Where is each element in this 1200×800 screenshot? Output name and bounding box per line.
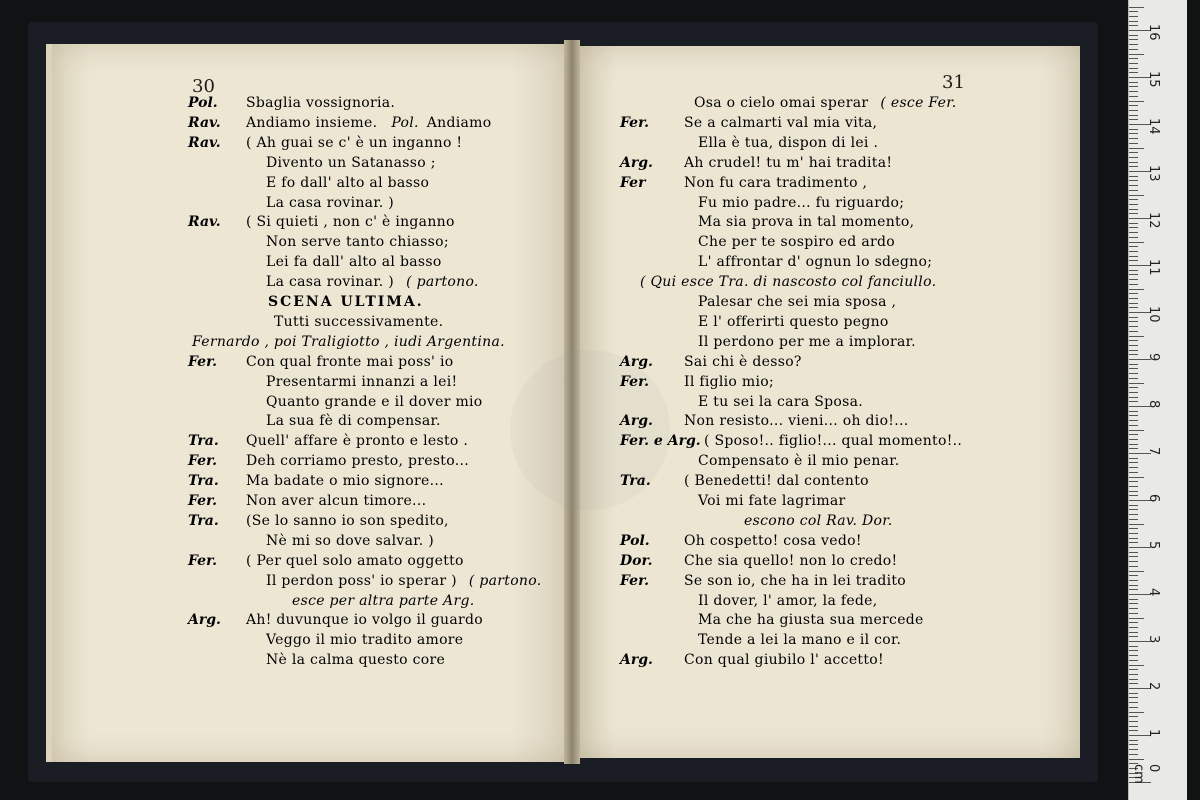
ruler-tick — [1129, 665, 1144, 666]
verse-line: E fo dall' alto al basso — [266, 174, 430, 191]
ruler-number: 4 — [1146, 588, 1161, 597]
ruler-tick — [1129, 528, 1138, 529]
speaker-label: Fer. — [620, 373, 650, 390]
ruler-tick — [1129, 331, 1138, 332]
ruler-tick — [1129, 552, 1138, 553]
ruler-tick — [1129, 556, 1138, 557]
ruler-tick — [1129, 730, 1138, 731]
ruler-tick — [1129, 589, 1138, 590]
ruler-tick — [1129, 749, 1138, 750]
ruler-tick — [1129, 533, 1138, 534]
speaker-label: Fer. — [188, 552, 218, 569]
speaker-label: Fer. — [620, 114, 650, 131]
verse-line: La sua fè di compensar. — [266, 413, 441, 430]
speaker-label: Fer — [620, 174, 646, 191]
ruler-tick — [1129, 340, 1138, 341]
ruler-tick — [1129, 383, 1144, 384]
ruler-tick — [1129, 392, 1138, 393]
verse-line: Osa o cielo omai sperar ( esce Fer. — [694, 95, 957, 111]
ruler-tick — [1129, 674, 1138, 675]
speaker-label: Tra. — [620, 473, 651, 490]
verse-line: Sai chi è desso? — [684, 353, 802, 370]
ruler-tick — [1129, 679, 1138, 680]
ruler-tick — [1129, 105, 1138, 106]
ruler-tick — [1129, 58, 1138, 59]
stage-direction: ( partono. — [406, 274, 479, 291]
ruler-tick — [1129, 279, 1138, 280]
ruler-tick — [1129, 697, 1138, 698]
speaker-label: Arg. — [188, 612, 221, 629]
ruler-number: 8 — [1146, 400, 1161, 409]
ruler-tick — [1129, 603, 1138, 604]
verse-line: ( Qui esce Tra. di nascosto col fanciullo. — [640, 274, 937, 291]
verse-line: Tutti successivamente. — [274, 313, 444, 330]
ruler-tick — [1129, 618, 1144, 619]
verse-line: Che per te sospiro ed ardo — [698, 234, 895, 251]
ruler-tick — [1129, 505, 1138, 506]
verse-line: Ah crudel! tu m' hai tradita! — [684, 154, 893, 171]
ruler-tick — [1129, 227, 1138, 228]
ruler-tick — [1129, 152, 1138, 153]
verse-line: Nè mi so dove salvar. ) — [266, 532, 434, 549]
ruler-tick — [1129, 599, 1138, 600]
ruler-tick — [1129, 486, 1138, 487]
ruler-tick — [1129, 580, 1138, 581]
speaker-label: Rav. — [188, 114, 221, 131]
ruler-tick — [1129, 345, 1138, 346]
verse-line: Non aver alcun timore... — [246, 493, 427, 509]
ruler-tick — [1129, 110, 1138, 111]
verse-line: Il figlio mio; — [684, 373, 775, 390]
ruler-tick — [1129, 166, 1138, 167]
ruler-tick — [1129, 364, 1138, 365]
speaker-label: Fer. — [188, 453, 218, 470]
ruler-tick — [1129, 740, 1138, 741]
verse-line: Che sia quello! non lo credo! — [684, 552, 898, 569]
ruler-tick — [1129, 16, 1138, 17]
verse-line: Il perdono per me a implorar. — [698, 333, 916, 350]
ruler-tick — [1129, 439, 1138, 440]
speaker-label: Tra. — [188, 473, 219, 490]
verse-line: Divento un Satanasso ; — [266, 154, 436, 171]
ruler-tick — [1129, 411, 1138, 412]
ruler-number: 9 — [1146, 353, 1161, 362]
verse-line: Deh corriamo presto, presto... — [246, 453, 469, 470]
ruler-tick — [1129, 430, 1144, 431]
verse-line: Presentarmi innanzi a lei! — [266, 373, 458, 390]
ruler-number: 12 — [1146, 212, 1161, 229]
verse-line: Se son io, che ha in lei tradito — [684, 572, 907, 589]
speaker-label: Arg. — [620, 413, 653, 430]
verse-line: ( Ah guai se c' è un inganno ! — [246, 134, 463, 151]
verse-line: Se a calmarti val mia vita, — [684, 114, 878, 131]
verse-line: Veggo il mio tradito amore — [266, 632, 464, 649]
ruler-number: 11 — [1146, 259, 1161, 276]
ruler-tick — [1129, 462, 1138, 463]
ruler-tick — [1129, 213, 1138, 214]
ruler-tick — [1129, 378, 1138, 379]
measurement-ruler — [1128, 0, 1187, 800]
ruler-tick — [1129, 180, 1138, 181]
ruler-tick — [1129, 223, 1138, 224]
ruler-tick — [1129, 185, 1138, 186]
ruler-unit-label: 0 cm — [1131, 764, 1161, 784]
ruler-tick — [1129, 72, 1138, 73]
speaker-label: Fer. — [620, 572, 650, 589]
ruler-tick — [1129, 298, 1138, 299]
verse-line: Con qual fronte mai poss' io — [246, 353, 454, 370]
ruler-tick — [1129, 326, 1138, 327]
speaker-label: Arg. — [620, 353, 653, 370]
ruler-tick — [1129, 401, 1138, 402]
ruler-tick — [1129, 317, 1138, 318]
ruler-tick — [1129, 119, 1138, 120]
ruler-tick — [1129, 434, 1138, 435]
ruler-tick — [1129, 754, 1138, 755]
ruler-tick — [1129, 96, 1138, 97]
ruler-number: 6 — [1146, 494, 1161, 503]
ruler-tick — [1129, 44, 1138, 45]
verse-line: Fu mio padre... fu riguardo; — [698, 194, 905, 211]
ruler-tick — [1129, 162, 1138, 163]
verse-line: Ella è tua, dispon di lei . — [698, 134, 879, 151]
ruler-tick — [1129, 336, 1144, 337]
ruler-tick — [1129, 514, 1138, 515]
ruler-tick — [1129, 284, 1138, 285]
ruler-tick — [1129, 721, 1138, 722]
ruler-tick — [1129, 350, 1138, 351]
ruler-tick — [1129, 585, 1138, 586]
verse-line: esce per altra parte Arg. — [292, 592, 475, 609]
verse-line: Nè la calma questo core — [266, 652, 446, 669]
ruler-tick — [1129, 477, 1144, 478]
ruler-tick — [1129, 237, 1138, 238]
verse-line: Quanto grande e il dover mio — [266, 393, 483, 410]
ruler-tick — [1129, 35, 1138, 36]
ruler-tick — [1129, 415, 1138, 416]
ruler-tick — [1129, 744, 1138, 745]
ruler-tick — [1129, 425, 1138, 426]
ruler-number: 5 — [1146, 541, 1161, 550]
stage-direction: ( esce Fer. — [880, 95, 957, 111]
ruler-tick — [1129, 655, 1138, 656]
verse-line: Andiamo insieme. Pol. Andiamo — [246, 114, 492, 131]
ruler-tick — [1129, 7, 1144, 8]
ruler-tick — [1129, 354, 1138, 355]
ruler-tick — [1129, 82, 1138, 83]
page-number: 30 — [192, 76, 215, 97]
inline-speaker-label: Pol. — [391, 114, 419, 131]
ruler-tick — [1129, 669, 1138, 670]
ruler-tick — [1129, 458, 1138, 459]
page-number: 31 — [942, 72, 965, 93]
speaker-label: Tra. — [188, 512, 219, 529]
verse-line: E l' offerirti questo pegno — [698, 313, 889, 330]
ruler-tick — [1129, 495, 1138, 496]
ruler-tick — [1129, 481, 1138, 482]
ruler-tick — [1129, 289, 1144, 290]
ruler-tick — [1129, 726, 1138, 727]
ruler-tick — [1129, 190, 1138, 191]
ruler-tick — [1129, 101, 1144, 102]
ruler-tick — [1129, 759, 1144, 760]
ruler-tick — [1129, 21, 1138, 22]
speaker-label: Tra. — [188, 433, 219, 450]
ruler-tick — [1129, 199, 1138, 200]
ruler-tick — [1129, 270, 1138, 271]
ruler-tick — [1129, 321, 1138, 322]
ruler-tick — [1129, 274, 1138, 275]
verse-line: Ma che ha giusta sua mercede — [698, 612, 924, 629]
verse-line: Il perdon poss' io sperar ) ( partono. — [266, 572, 542, 589]
verse-line: ( Per quel solo amato oggetto — [246, 552, 464, 569]
verse-line: La casa rovinar. ) — [266, 194, 395, 211]
ruler-number: 16 — [1146, 24, 1161, 41]
ruler-number: 15 — [1146, 71, 1161, 88]
ruler-tick — [1129, 519, 1138, 520]
ruler-tick — [1129, 54, 1144, 55]
ruler-tick — [1129, 636, 1138, 637]
ruler-tick — [1129, 49, 1138, 50]
ruler-tick — [1129, 11, 1138, 12]
ruler-number: 3 — [1146, 635, 1161, 644]
ruler-number: 2 — [1146, 682, 1161, 691]
verse-line: Con qual giubilo l' accetto! — [684, 652, 884, 669]
ruler-tick — [1129, 702, 1138, 703]
ruler-tick — [1129, 115, 1138, 116]
ruler-tick — [1129, 542, 1138, 543]
ruler-tick — [1129, 571, 1144, 572]
ruler-tick — [1129, 716, 1138, 717]
ruler-tick — [1129, 693, 1138, 694]
ruler-tick — [1129, 25, 1138, 26]
ruler-tick — [1129, 232, 1138, 233]
ruler-tick — [1129, 373, 1138, 374]
verse-line: Oh cospetto! cosa vedo! — [684, 532, 862, 549]
ruler-tick — [1129, 251, 1138, 252]
ruler-tick — [1129, 242, 1144, 243]
ruler-tick — [1129, 91, 1138, 92]
verse-line: Compensato è il mio penar. — [698, 453, 900, 470]
ruler-tick — [1129, 650, 1138, 651]
ruler-number: 13 — [1146, 165, 1161, 182]
verse-line: Non serve tanto chiasso; — [266, 234, 449, 251]
verse-line: Palesar che sei mia sposa , — [698, 294, 897, 310]
ruler-tick — [1129, 63, 1138, 64]
ruler-tick — [1129, 660, 1138, 661]
ruler-tick — [1129, 133, 1138, 134]
verse-line: escono col Rav. Dor. — [744, 512, 893, 529]
verse-line: Non resisto... vieni... oh dio!... — [684, 413, 909, 430]
ruler-tick — [1129, 143, 1138, 144]
ruler-tick — [1129, 204, 1138, 205]
ruler-number: 7 — [1146, 447, 1161, 456]
ruler-tick — [1129, 256, 1138, 257]
inline-verse-text: Andiamo — [426, 114, 492, 131]
ruler-number: 14 — [1146, 118, 1161, 135]
ruler-tick — [1129, 195, 1144, 196]
ruler-tick — [1129, 575, 1138, 576]
stage-direction: ( partono. — [468, 572, 542, 589]
verse-line: ( Sposo!.. figlio!... qual momento!.. — [704, 433, 963, 450]
ruler-tick — [1129, 246, 1138, 247]
ruler-tick — [1129, 707, 1138, 708]
speaker-label: Pol. — [188, 95, 218, 111]
ruler-tick — [1129, 566, 1138, 567]
ruler-tick — [1129, 448, 1138, 449]
ruler-tick — [1129, 712, 1144, 713]
ruler-tick — [1129, 129, 1138, 130]
verse-line: La casa rovinar. ) ( partono. — [266, 274, 479, 291]
ruler-tick — [1129, 148, 1144, 149]
verse-line: ( Benedetti! dal contento — [684, 473, 869, 490]
ruler-tick — [1129, 39, 1138, 40]
speaker-label: Rav. — [188, 214, 221, 231]
verse-line: Fernardo , poi Traligiotto , iudi Argentina. — [192, 333, 505, 350]
speaker-label: Rav. — [188, 134, 221, 151]
ruler-tick — [1129, 209, 1138, 210]
verse-line: Quell' affare è pronto e lesto . — [246, 433, 469, 450]
ruler-tick — [1129, 387, 1138, 388]
ruler-tick — [1129, 176, 1138, 177]
verse-line: Lei fa dall' alto al basso — [266, 254, 442, 271]
verse-line: Il dover, l' amor, la fede, — [698, 592, 878, 609]
ruler-tick — [1129, 683, 1138, 684]
ruler-tick — [1129, 509, 1138, 510]
verse-line: SCENA ULTIMA. — [268, 294, 424, 310]
ruler-tick — [1129, 420, 1138, 421]
verse-line: Ma badate o mio signore... — [246, 473, 444, 490]
verse-line: L' affrontar d' ognun lo sdegno; — [698, 254, 933, 271]
speaker-label: Fer. — [188, 353, 218, 370]
ruler-tick — [1129, 138, 1138, 139]
ruler-tick — [1129, 467, 1138, 468]
speaker-label: Fer. e Arg. — [620, 433, 701, 450]
verse-line: E tu sei la cara Sposa. — [698, 393, 863, 410]
verse-line: Ma sia prova in tal momento, — [698, 214, 915, 231]
ruler-tick — [1129, 293, 1138, 294]
ruler-tick — [1129, 627, 1138, 628]
ruler-tick — [1129, 307, 1138, 308]
ruler-tick — [1129, 303, 1138, 304]
verse-line: Non fu cara tradimento , — [684, 174, 868, 191]
ruler-tick — [1129, 260, 1138, 261]
ruler-tick — [1129, 524, 1144, 525]
verse-line: Tende a lei la mano e il cor. — [698, 632, 902, 649]
ruler-tick — [1129, 397, 1138, 398]
ruler-number: 10 — [1146, 306, 1161, 323]
verse-line: ( Si quieti , non c' è inganno — [246, 214, 455, 231]
ruler-tick — [1129, 538, 1138, 539]
verse-line: Ah! duvunque io volgo il guardo — [246, 612, 483, 629]
ruler-tick — [1129, 68, 1138, 69]
ruler-tick — [1129, 608, 1138, 609]
speaker-label: Dor. — [620, 552, 653, 569]
ruler-tick — [1129, 632, 1138, 633]
ruler-tick — [1129, 444, 1138, 445]
ruler-tick — [1129, 613, 1138, 614]
ruler-tick — [1129, 86, 1138, 87]
ruler-tick — [1129, 622, 1138, 623]
ruler-tick — [1129, 157, 1138, 158]
ruler-tick — [1129, 646, 1138, 647]
ruler-tick — [1129, 368, 1138, 369]
speaker-label: Fer. — [188, 493, 218, 509]
verse-line: Voi mi fate lagrimar — [698, 493, 846, 509]
ruler-number: 1 — [1146, 729, 1161, 738]
speaker-label: Arg. — [620, 652, 653, 669]
speaker-label: Pol. — [620, 532, 650, 549]
ruler-tick — [1129, 491, 1138, 492]
verse-line: Sbaglia vossignoria. — [246, 95, 396, 111]
ruler-tick — [1129, 561, 1138, 562]
verse-line: (Se lo sanno io son spedito, — [246, 512, 449, 529]
ruler-tick — [1129, 472, 1138, 473]
speaker-label: Arg. — [620, 154, 653, 171]
